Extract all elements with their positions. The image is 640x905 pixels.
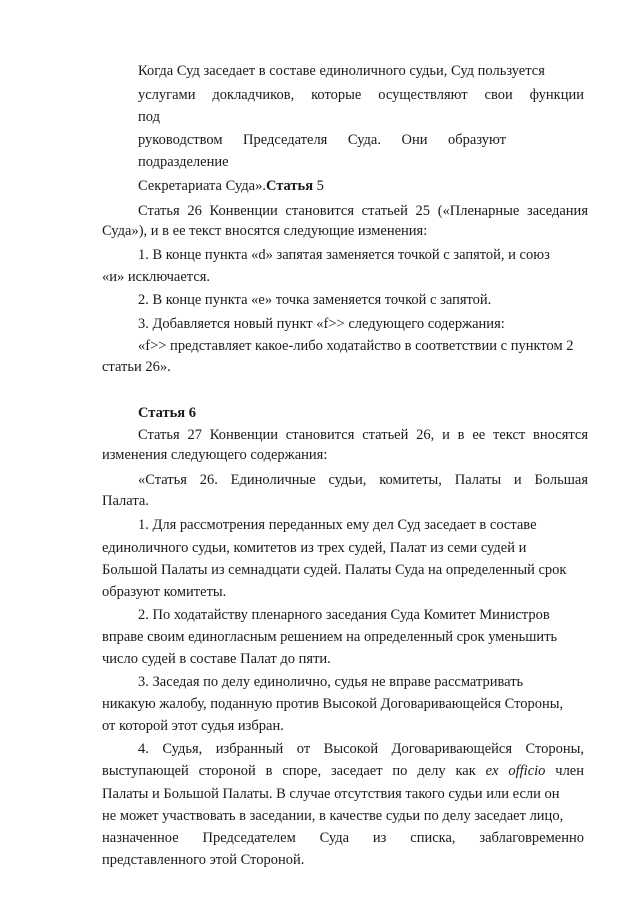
text-line: 1. В конце пункта «d» запятая заменяется точкой с запятой, и союз [138, 247, 550, 263]
text-line: Палаты и Большой Палаты. В случае отсутствия такого судьи или если он [102, 786, 560, 802]
text-line [102, 762, 584, 780]
text-line: образуют комитеты. [102, 584, 227, 600]
text-line: 3. Добавляется новый пункт «f>> следующего содержания: [138, 316, 505, 332]
text-line: подразделение [138, 154, 229, 170]
text-line: Статья 27 Конвенции становится статьей 26, и в ее текст вносятся [138, 427, 588, 443]
text-line: Палата. [102, 493, 149, 509]
text-line: никакую жалобу, поданную против Высокой Договаривающейся Стороны, [102, 696, 564, 712]
text-fragment: Секретариата Суда». [138, 178, 266, 194]
text-line: Суда»), и в ее текст вносятся следующие изменения: [102, 223, 428, 239]
text-line: 2. По ходатайству пленарного заседания Суда Комитет Министров [138, 607, 550, 623]
text-line: число судей в составе Палат до пяти. [102, 651, 331, 667]
text-line: не может участвовать в заседании, в качестве судьи по делу заседает лицо, [102, 808, 564, 824]
latin-term: ex officio [485, 763, 546, 779]
text-line: 2. В конце пункта «е» точка заменяется точкой с запятой. [138, 292, 492, 308]
text-fragment: член [545, 763, 585, 779]
text-line: 1. Для рассмотрения переданных ему дел Суд заседает в составе [138, 517, 537, 533]
text-line: «f>> представляет какое-либо ходатайство в соответствии с пунктом 2 [138, 338, 574, 354]
article-heading-inline: Статья [265, 178, 314, 194]
text-line: 3. Заседая по делу единолично, судья не вправе рассматривать [138, 674, 524, 690]
text-line: изменения следующего содержания: [102, 447, 328, 463]
text-line: Когда Суд заседает в составе единоличного судьи, Суд пользуется [138, 63, 545, 79]
text-line: Большой Палаты из семнадцати судей. Палаты Суда на определенный срок [102, 562, 567, 578]
text-line: от которой этот судья избран. [102, 718, 284, 734]
article-heading: Статья 6 [138, 405, 196, 421]
text-fragment: 5 [313, 178, 324, 194]
text-line: статьи 26». [102, 359, 171, 375]
text-line: вправе своим единогласным решением на определенный срок уменьшить [102, 629, 558, 645]
text-line: «и» исключается. [102, 269, 211, 285]
text-line [138, 177, 324, 195]
text-fragment: выступающей стороной в споре, заседает по делу как [102, 763, 486, 779]
text-line: услугами докладчиков, которые осуществляют свои функции [138, 87, 584, 103]
text-line: руководством Председателя Суда. Они образуют [138, 132, 506, 148]
text-line: под [138, 109, 160, 125]
text-line: назначенное Председателем Суда из списка, заблаговременно [102, 830, 584, 846]
text-line: 4. Судья, избранный от Высокой Договаривающейся Стороны, [138, 741, 584, 757]
text-line: «Статья 26. Единоличные судьи, комитеты, Палаты и Большая [138, 472, 588, 488]
text-line: единоличного судьи, комитетов из трех судей, Палат из семи судей и [102, 540, 527, 556]
text-line: представленного этой Стороной. [102, 852, 305, 868]
text-line: Статья 26 Конвенции становится статьей 25 («Пленарные заседания [138, 203, 588, 219]
